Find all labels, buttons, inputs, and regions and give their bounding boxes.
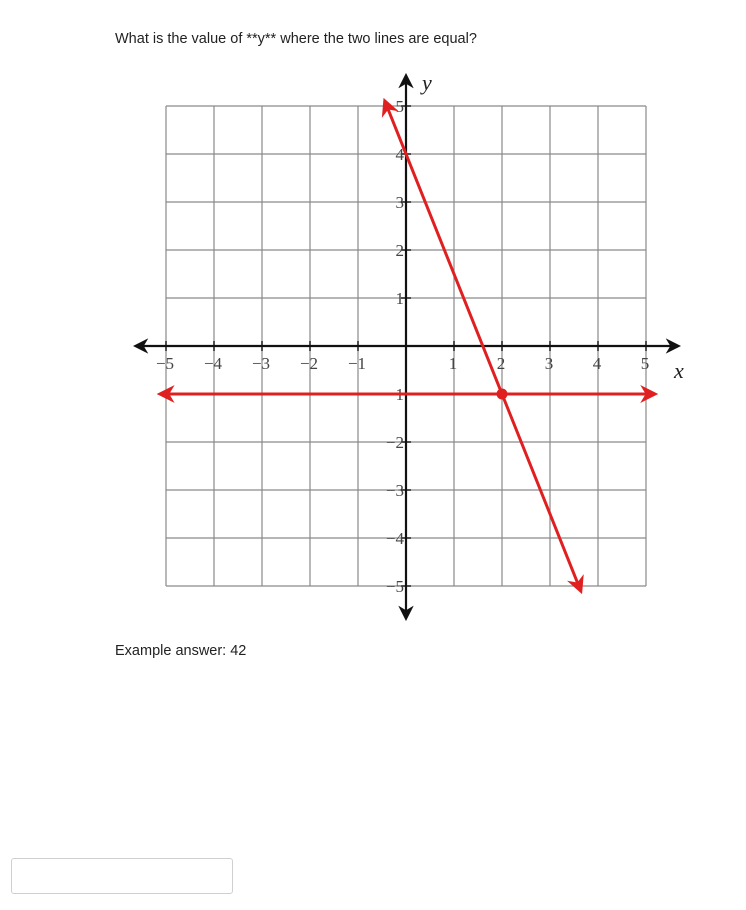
x-tick-label: −4 <box>203 354 223 373</box>
x-tick-label: −3 <box>251 354 271 373</box>
y-tick-label: 2 <box>395 241 404 260</box>
y-axis-label: y <box>422 70 432 95</box>
x-tick-label: 5 <box>640 354 650 373</box>
x-tick-label: −2 <box>299 354 319 373</box>
x-tick-label: 4 <box>592 354 602 373</box>
y-tick-label: −4 <box>385 529 404 548</box>
x-tick-label: 1 <box>448 354 458 373</box>
y-tick-label: 3 <box>395 193 404 212</box>
answer-input[interactable] <box>11 858 233 894</box>
y-tick-label: −1 <box>385 385 404 404</box>
y-tick-label: 1 <box>395 289 404 308</box>
y-tick-label: −2 <box>385 433 404 452</box>
x-tick-label: −1 <box>347 354 367 373</box>
y-tick-label: 5 <box>395 97 404 116</box>
y-tick-label: −5 <box>385 577 404 596</box>
y-tick-label: −3 <box>385 481 404 500</box>
x-tick-label: 2 <box>496 354 506 373</box>
question-text: What is the value of **y** where the two lines are equal? <box>115 31 477 47</box>
y-tick-label: 4 <box>395 145 404 164</box>
intersection-point <box>497 389 508 400</box>
x-axis-label: x <box>674 358 684 383</box>
example-answer-text: Example answer: 42 <box>115 643 247 659</box>
x-tick-label: 3 <box>544 354 554 373</box>
x-tick-label: −5 <box>155 354 175 373</box>
